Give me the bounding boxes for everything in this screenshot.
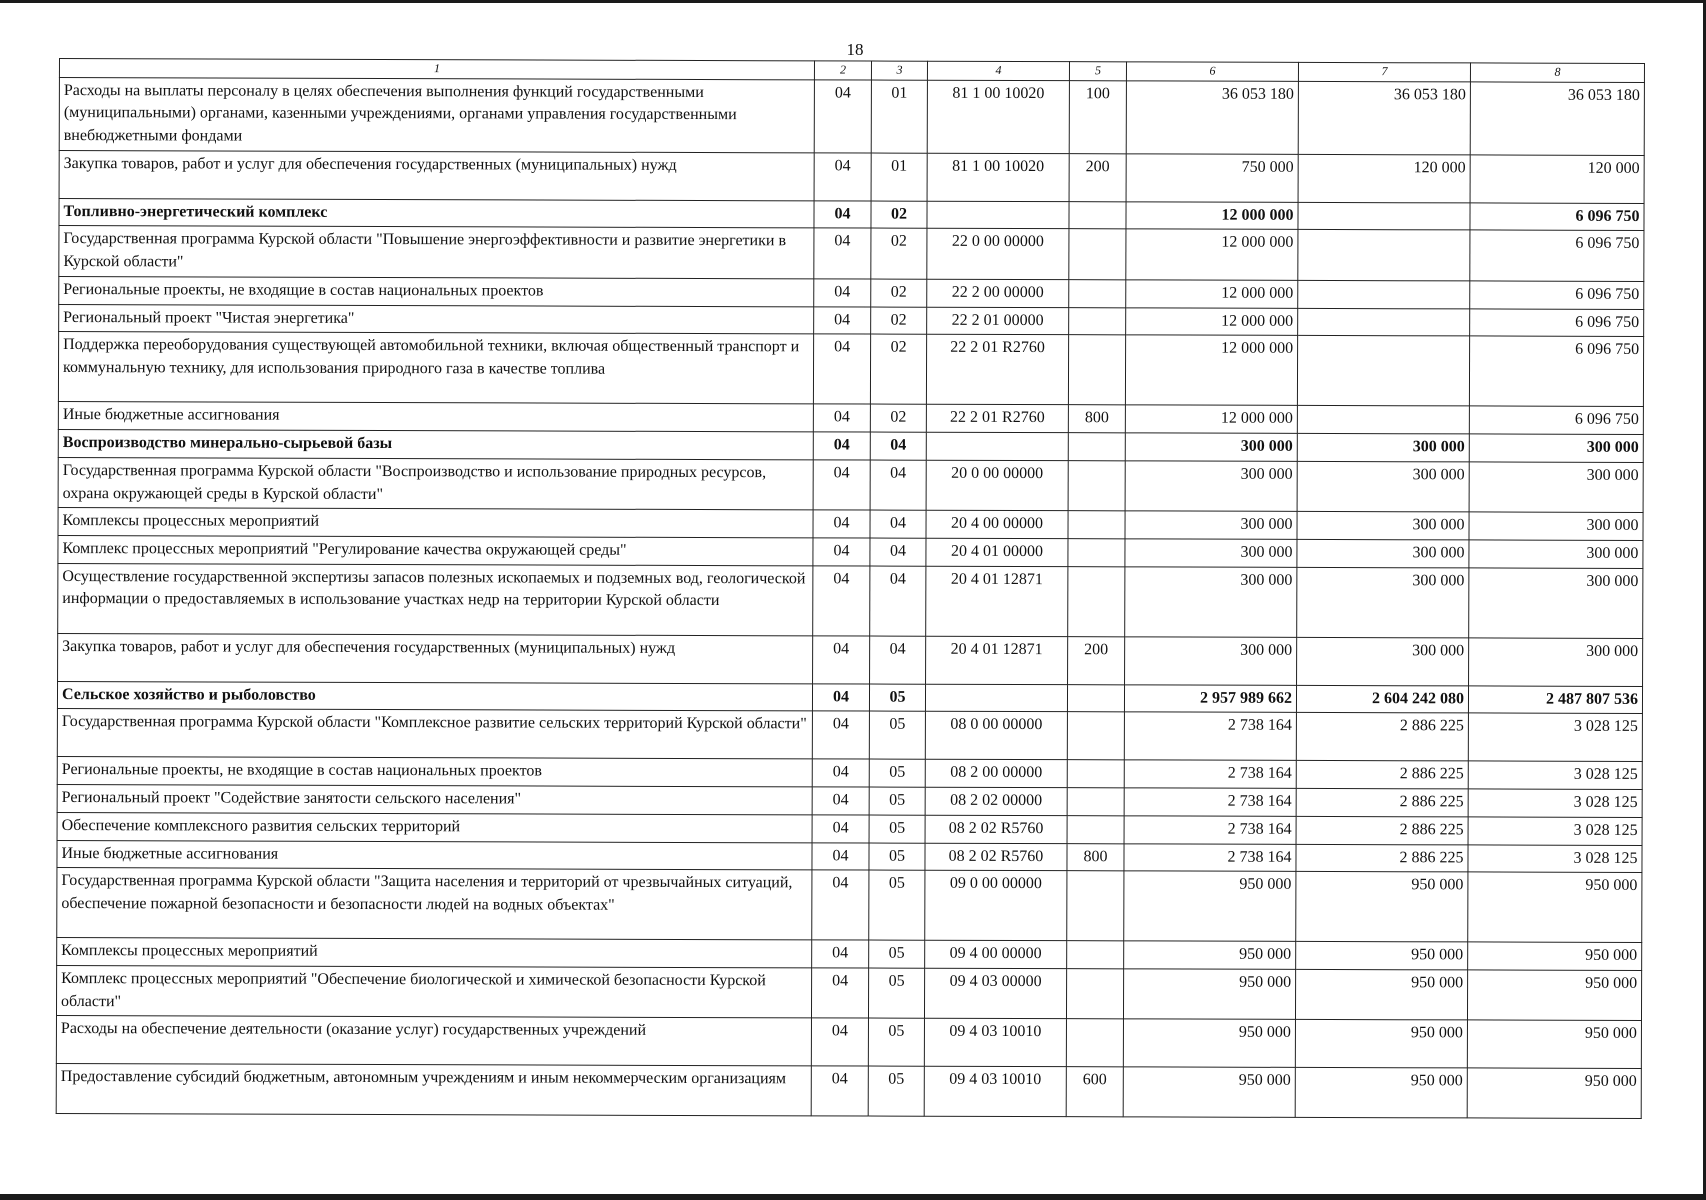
- column-header: 5: [1069, 62, 1126, 81]
- row-name: Осуществление государственной экспертизы запасов полезных ископаемых и подземных вод, геологической информации о предоставляемых в использование участках недр на территории Курской области: [58, 563, 813, 635]
- row-amount-col7: [1298, 308, 1470, 336]
- row-expense-type: [1069, 280, 1126, 308]
- row-subsection: 02: [871, 229, 927, 280]
- row-expense-type: [1067, 712, 1124, 760]
- row-subsection: 05: [869, 815, 925, 843]
- row-name: Комплексы процессных мероприятий: [58, 508, 813, 538]
- row-amount-col8: 3 028 125: [1468, 844, 1642, 872]
- row-expense-type: [1067, 788, 1124, 816]
- row-subsection: 04: [870, 510, 926, 538]
- row-amount-col6: 950 000: [1123, 969, 1295, 1020]
- row-target-code: 09 0 00 00000: [925, 870, 1067, 940]
- row-amount-col8: 6 096 750: [1469, 406, 1643, 434]
- row-amount-col6: 2 738 164: [1124, 712, 1296, 761]
- table-row: [57, 868, 1642, 943]
- row-subsection: 05: [869, 759, 925, 787]
- row-subsection: 02: [871, 307, 927, 335]
- row-section: 04: [814, 79, 871, 152]
- row-amount-col7: 2 886 225: [1296, 816, 1468, 844]
- row-subsection: 04: [870, 432, 926, 460]
- row-section: 04: [812, 684, 869, 712]
- row-name: Комплекс процессных мероприятий "Регулирование качества окружающей среды": [58, 535, 813, 565]
- row-section: 04: [812, 787, 869, 815]
- row-amount-col7: 300 000: [1297, 512, 1469, 540]
- row-section: 04: [813, 460, 870, 511]
- row-section: 04: [813, 538, 870, 566]
- column-header: 4: [927, 61, 1069, 80]
- row-subsection: 05: [868, 1066, 924, 1116]
- row-expense-type: 600: [1066, 1067, 1123, 1117]
- row-amount-col8: 3 028 125: [1468, 713, 1642, 762]
- row-amount-col7: 2 886 225: [1296, 713, 1468, 762]
- column-header: 7: [1298, 62, 1470, 81]
- row-amount-col8: 300 000: [1469, 434, 1643, 462]
- row-target-code: 08 2 02 00000: [925, 787, 1067, 815]
- row-name: Поддержка переоборудования существующей автомобильной техники, включая общественный транспорт и коммунальную технику, для использования природного газа в качестве топлива: [58, 332, 813, 404]
- row-amount-col8: 6 096 750: [1469, 336, 1643, 407]
- table-row: [56, 1016, 1641, 1069]
- row-expense-type: 200: [1069, 153, 1126, 201]
- table-row: [59, 226, 1644, 281]
- row-subsection: 05: [869, 870, 925, 940]
- row-amount-col8: 3 028 125: [1468, 817, 1642, 845]
- row-amount-col7: [1297, 406, 1469, 434]
- row-target-code: [925, 684, 1067, 712]
- row-expense-type: [1068, 460, 1125, 511]
- row-expense-type: [1068, 539, 1125, 567]
- row-amount-col8: 2 487 807 536: [1468, 686, 1642, 714]
- row-amount-col7: 950 000: [1295, 1020, 1467, 1069]
- row-amount-col8: 300 000: [1469, 462, 1643, 513]
- row-expense-type: [1067, 760, 1124, 788]
- row-section: 04: [812, 940, 869, 968]
- row-section: 04: [813, 510, 870, 538]
- row-section: 04: [814, 306, 871, 334]
- row-amount-col6: 12 000 000: [1126, 307, 1298, 335]
- row-amount-col6: 12 000 000: [1126, 202, 1298, 230]
- row-name: Региональный проект "Содействие занятости сельского населения": [57, 785, 812, 815]
- row-section: 04: [812, 870, 869, 940]
- row-target-code: 20 4 01 00000: [926, 538, 1068, 566]
- row-target-code: 22 2 01 00000: [927, 307, 1069, 335]
- row-expense-type: [1069, 229, 1126, 280]
- row-amount-col6: 300 000: [1125, 567, 1297, 638]
- row-amount-col6: 12 000 000: [1126, 229, 1298, 280]
- row-target-code: 08 2 02 R5760: [925, 843, 1067, 871]
- table-row: [58, 563, 1643, 638]
- row-target-code: [926, 432, 1068, 460]
- row-amount-col8: 300 000: [1469, 540, 1643, 568]
- row-amount-col8: 3 028 125: [1468, 761, 1642, 789]
- row-amount-col6: 12 000 000: [1126, 280, 1298, 308]
- row-subsection: 05: [869, 940, 925, 968]
- row-section: 04: [813, 404, 870, 432]
- row-amount-col7: 36 053 180: [1298, 81, 1470, 155]
- row-expense-type: 100: [1069, 80, 1126, 153]
- row-section: 04: [814, 201, 871, 229]
- row-section: 04: [811, 968, 868, 1019]
- row-section: 04: [812, 759, 869, 787]
- row-expense-type: [1067, 941, 1124, 969]
- table-row: [59, 77, 1644, 155]
- table-row: [58, 633, 1643, 686]
- row-name: Государственная программа Курской области "Повышение энергоэффективности и развитие энергетики в Курской области": [59, 226, 814, 279]
- row-section: 04: [811, 1066, 868, 1116]
- row-target-code: 20 4 00 00000: [926, 510, 1068, 538]
- row-name: Закупка товаров, работ и услуг для обеспечения государственных (муниципальных) нужд: [59, 150, 814, 200]
- row-amount-col6: 950 000: [1124, 871, 1296, 942]
- row-expense-type: 800: [1067, 843, 1124, 871]
- row-target-code: 22 2 01 R2760: [926, 405, 1068, 433]
- row-amount-col7: 950 000: [1296, 872, 1468, 943]
- row-amount-col8: 300 000: [1469, 638, 1643, 687]
- row-subsection: 04: [870, 636, 926, 684]
- row-section: 04: [812, 842, 869, 870]
- row-name: Обеспечение комплексного развития сельских территорий: [57, 812, 812, 842]
- row-subsection: 04: [870, 538, 926, 566]
- row-expense-type: [1068, 566, 1125, 636]
- row-target-code: 22 0 00 00000: [927, 229, 1069, 280]
- column-header: 1: [59, 59, 814, 80]
- row-subsection: 01: [871, 153, 927, 201]
- row-amount-col7: 300 000: [1297, 567, 1469, 638]
- row-amount-col8: 950 000: [1467, 1020, 1641, 1069]
- row-expense-type: [1068, 335, 1125, 405]
- row-amount-col6: 300 000: [1125, 637, 1297, 686]
- column-header: 6: [1126, 62, 1298, 81]
- row-amount-col8: 6 096 750: [1470, 203, 1644, 231]
- row-name: Иные бюджетные ассигнования: [57, 840, 812, 870]
- row-subsection: 02: [871, 201, 927, 229]
- row-target-code: 20 0 00 00000: [926, 460, 1068, 511]
- row-target-code: [927, 201, 1069, 229]
- row-subsection: 04: [870, 566, 926, 636]
- row-subsection: 02: [871, 279, 927, 307]
- row-name: Расходы на обеспечение деятельности (оказание услуг) государственных учреждений: [56, 1016, 811, 1066]
- row-name: Сельское хозяйство и рыболовство: [57, 681, 812, 711]
- row-amount-col6: 300 000: [1125, 433, 1297, 461]
- row-amount-col7: 2 604 242 080: [1296, 685, 1468, 713]
- row-amount-col6: 36 053 180: [1126, 80, 1298, 154]
- row-name: Региональный проект "Чистая энергетика": [59, 304, 814, 334]
- row-amount-col8: 950 000: [1467, 970, 1641, 1021]
- row-target-code: 08 2 00 00000: [925, 760, 1067, 788]
- row-amount-col7: 2 886 225: [1296, 788, 1468, 816]
- row-subsection: 01: [871, 80, 927, 153]
- row-amount-col6: 950 000: [1123, 1019, 1295, 1068]
- row-expense-type: [1066, 969, 1123, 1020]
- row-amount-col7: [1298, 202, 1470, 230]
- row-amount-col8: 300 000: [1469, 512, 1643, 540]
- row-amount-col7: [1298, 230, 1470, 281]
- row-amount-col7: 300 000: [1297, 433, 1469, 461]
- row-name: Государственная программа Курской области "Комплексное развитие сельских территорий Курской области": [57, 709, 812, 759]
- row-target-code: 22 2 00 00000: [927, 279, 1069, 307]
- row-subsection: 05: [869, 787, 925, 815]
- row-expense-type: [1068, 433, 1125, 461]
- row-section: 04: [813, 566, 870, 636]
- row-section: 04: [814, 153, 871, 201]
- row-amount-col6: 300 000: [1125, 539, 1297, 567]
- table-row: [58, 457, 1643, 512]
- row-expense-type: 800: [1068, 405, 1125, 433]
- row-amount-col8: 300 000: [1469, 568, 1643, 639]
- row-amount-col8: 6 096 750: [1470, 309, 1644, 337]
- row-amount-col7: 950 000: [1295, 969, 1467, 1020]
- row-amount-col7: 300 000: [1297, 539, 1469, 567]
- scan-edge-top: [0, 0, 1706, 3]
- row-expense-type: [1067, 871, 1124, 941]
- row-target-code: 81 1 00 10020: [927, 153, 1069, 201]
- row-amount-col8: 950 000: [1468, 942, 1642, 970]
- row-expense-type: [1067, 684, 1124, 712]
- row-amount-col7: 2 886 225: [1296, 761, 1468, 789]
- row-target-code: 81 1 00 10020: [927, 80, 1069, 154]
- row-section: 04: [814, 228, 871, 279]
- row-section: 04: [813, 636, 870, 684]
- row-amount-col6: 12 000 000: [1125, 335, 1297, 406]
- table-row: [57, 709, 1642, 762]
- row-amount-col7: 300 000: [1297, 461, 1469, 512]
- row-name: Комплексы процессных мероприятий: [57, 938, 812, 968]
- table-row: [58, 332, 1643, 407]
- row-name: Региональные проекты, не входящие в состав национальных проектов: [57, 757, 812, 787]
- row-amount-col8: 950 000: [1468, 872, 1642, 943]
- row-amount-col8: 36 053 180: [1470, 82, 1644, 156]
- row-amount-col6: 2 738 164: [1124, 760, 1296, 788]
- scan-edge-bottom: [0, 1194, 1706, 1200]
- row-target-code: 09 4 03 00000: [924, 968, 1066, 1019]
- row-subsection: 05: [868, 1018, 924, 1066]
- row-amount-col6: 300 000: [1125, 511, 1297, 539]
- row-target-code: 09 4 03 10010: [924, 1067, 1066, 1117]
- row-section: 04: [813, 432, 870, 460]
- row-section: 04: [814, 279, 871, 307]
- row-amount-col8: 120 000: [1470, 155, 1644, 204]
- column-header: 3: [871, 61, 927, 80]
- row-amount-col6: 950 000: [1124, 941, 1296, 969]
- row-name: Региональные проекты, не входящие в состав национальных проектов: [59, 276, 814, 306]
- row-target-code: 08 0 00 00000: [925, 712, 1067, 760]
- row-amount-col8: 6 096 750: [1470, 230, 1644, 281]
- row-amount-col8: 6 096 750: [1470, 281, 1644, 309]
- table-row: [59, 150, 1644, 203]
- row-expense-type: 200: [1068, 636, 1125, 684]
- row-amount-col7: 950 000: [1296, 942, 1468, 970]
- table-row: [56, 1064, 1641, 1119]
- row-expense-type: [1069, 307, 1126, 335]
- row-expense-type: [1069, 201, 1126, 229]
- column-header: 8: [1470, 63, 1644, 82]
- row-amount-col7: 950 000: [1295, 1068, 1467, 1119]
- row-expense-type: [1066, 1019, 1123, 1067]
- row-amount-col7: 120 000: [1298, 154, 1470, 203]
- row-amount-col6: 12 000 000: [1125, 405, 1297, 433]
- row-target-code: 09 4 00 00000: [925, 940, 1067, 968]
- row-name: Топливно-энергетический комплекс: [59, 198, 814, 228]
- row-amount-col7: 300 000: [1297, 637, 1469, 686]
- page-number: 18: [846, 40, 864, 59]
- row-name: Государственная программа Курской области "Защита населения и территорий от чрезвычайных ситуаций, обеспечение пожарной безопасности и безопасности людей на водных объектах": [57, 868, 812, 940]
- column-header: 2: [814, 61, 871, 80]
- row-name: Воспроизводство минерально-сырьевой базы: [58, 430, 813, 460]
- row-name: Комплекс процессных мероприятий "Обеспечение биологической и химической безопасности Курской области": [56, 965, 811, 1018]
- table-body: [56, 77, 1644, 1119]
- row-name: Расходы на выплаты персоналу в целях обеспечения выполнения функций государственными (муниципальными) органами, казенными учреждениями, органами управления государственными внебюджетными фондами: [59, 77, 814, 153]
- row-amount-col8: 950 000: [1467, 1068, 1641, 1119]
- row-name: Иные бюджетные ассигнования: [58, 402, 813, 432]
- row-amount-col8: 3 028 125: [1468, 789, 1642, 817]
- row-subsection: 02: [870, 334, 926, 404]
- row-amount-col6: 2 738 164: [1124, 788, 1296, 816]
- row-name: Предоставление субсидий бюджетным, автономным учреждениям и иным некоммерческим организациям: [56, 1064, 811, 1116]
- row-name: Государственная программа Курской области "Воспроизводство и использование природных ресурсов, охрана окружающей среды в Курской области": [58, 457, 813, 510]
- row-subsection: 05: [869, 711, 925, 759]
- row-section: 04: [812, 711, 869, 759]
- row-amount-col6: 750 000: [1126, 154, 1298, 203]
- row-target-code: 22 2 01 R2760: [926, 335, 1068, 405]
- row-subsection: 05: [868, 968, 924, 1019]
- row-amount-col6: 950 000: [1123, 1067, 1295, 1118]
- row-amount-col7: 2 886 225: [1296, 844, 1468, 872]
- budget-table: [56, 58, 1645, 1119]
- table-row: [56, 965, 1641, 1020]
- row-amount-col6: 2 738 164: [1124, 816, 1296, 844]
- row-target-code: 20 4 01 12871: [926, 566, 1068, 636]
- row-amount-col6: 2 957 989 662: [1124, 685, 1296, 713]
- row-amount-col6: 2 738 164: [1124, 843, 1296, 871]
- row-target-code: 08 2 02 R5760: [925, 815, 1067, 843]
- row-subsection: 04: [870, 460, 926, 511]
- row-target-code: 20 4 01 12871: [926, 636, 1068, 684]
- row-section: 04: [813, 334, 870, 404]
- row-expense-type: [1067, 815, 1124, 843]
- row-amount-col7: [1297, 336, 1469, 407]
- row-target-code: 09 4 03 10010: [924, 1019, 1066, 1067]
- row-subsection: 02: [870, 404, 926, 432]
- row-expense-type: [1068, 511, 1125, 539]
- row-amount-col6: 300 000: [1125, 461, 1297, 512]
- row-subsection: 05: [869, 684, 925, 712]
- row-amount-col7: [1298, 280, 1470, 308]
- row-section: 04: [812, 815, 869, 843]
- row-name: Закупка товаров, работ и услуг для обеспечения государственных (муниципальных) нужд: [58, 633, 813, 683]
- row-section: 04: [811, 1018, 868, 1066]
- row-subsection: 05: [869, 843, 925, 871]
